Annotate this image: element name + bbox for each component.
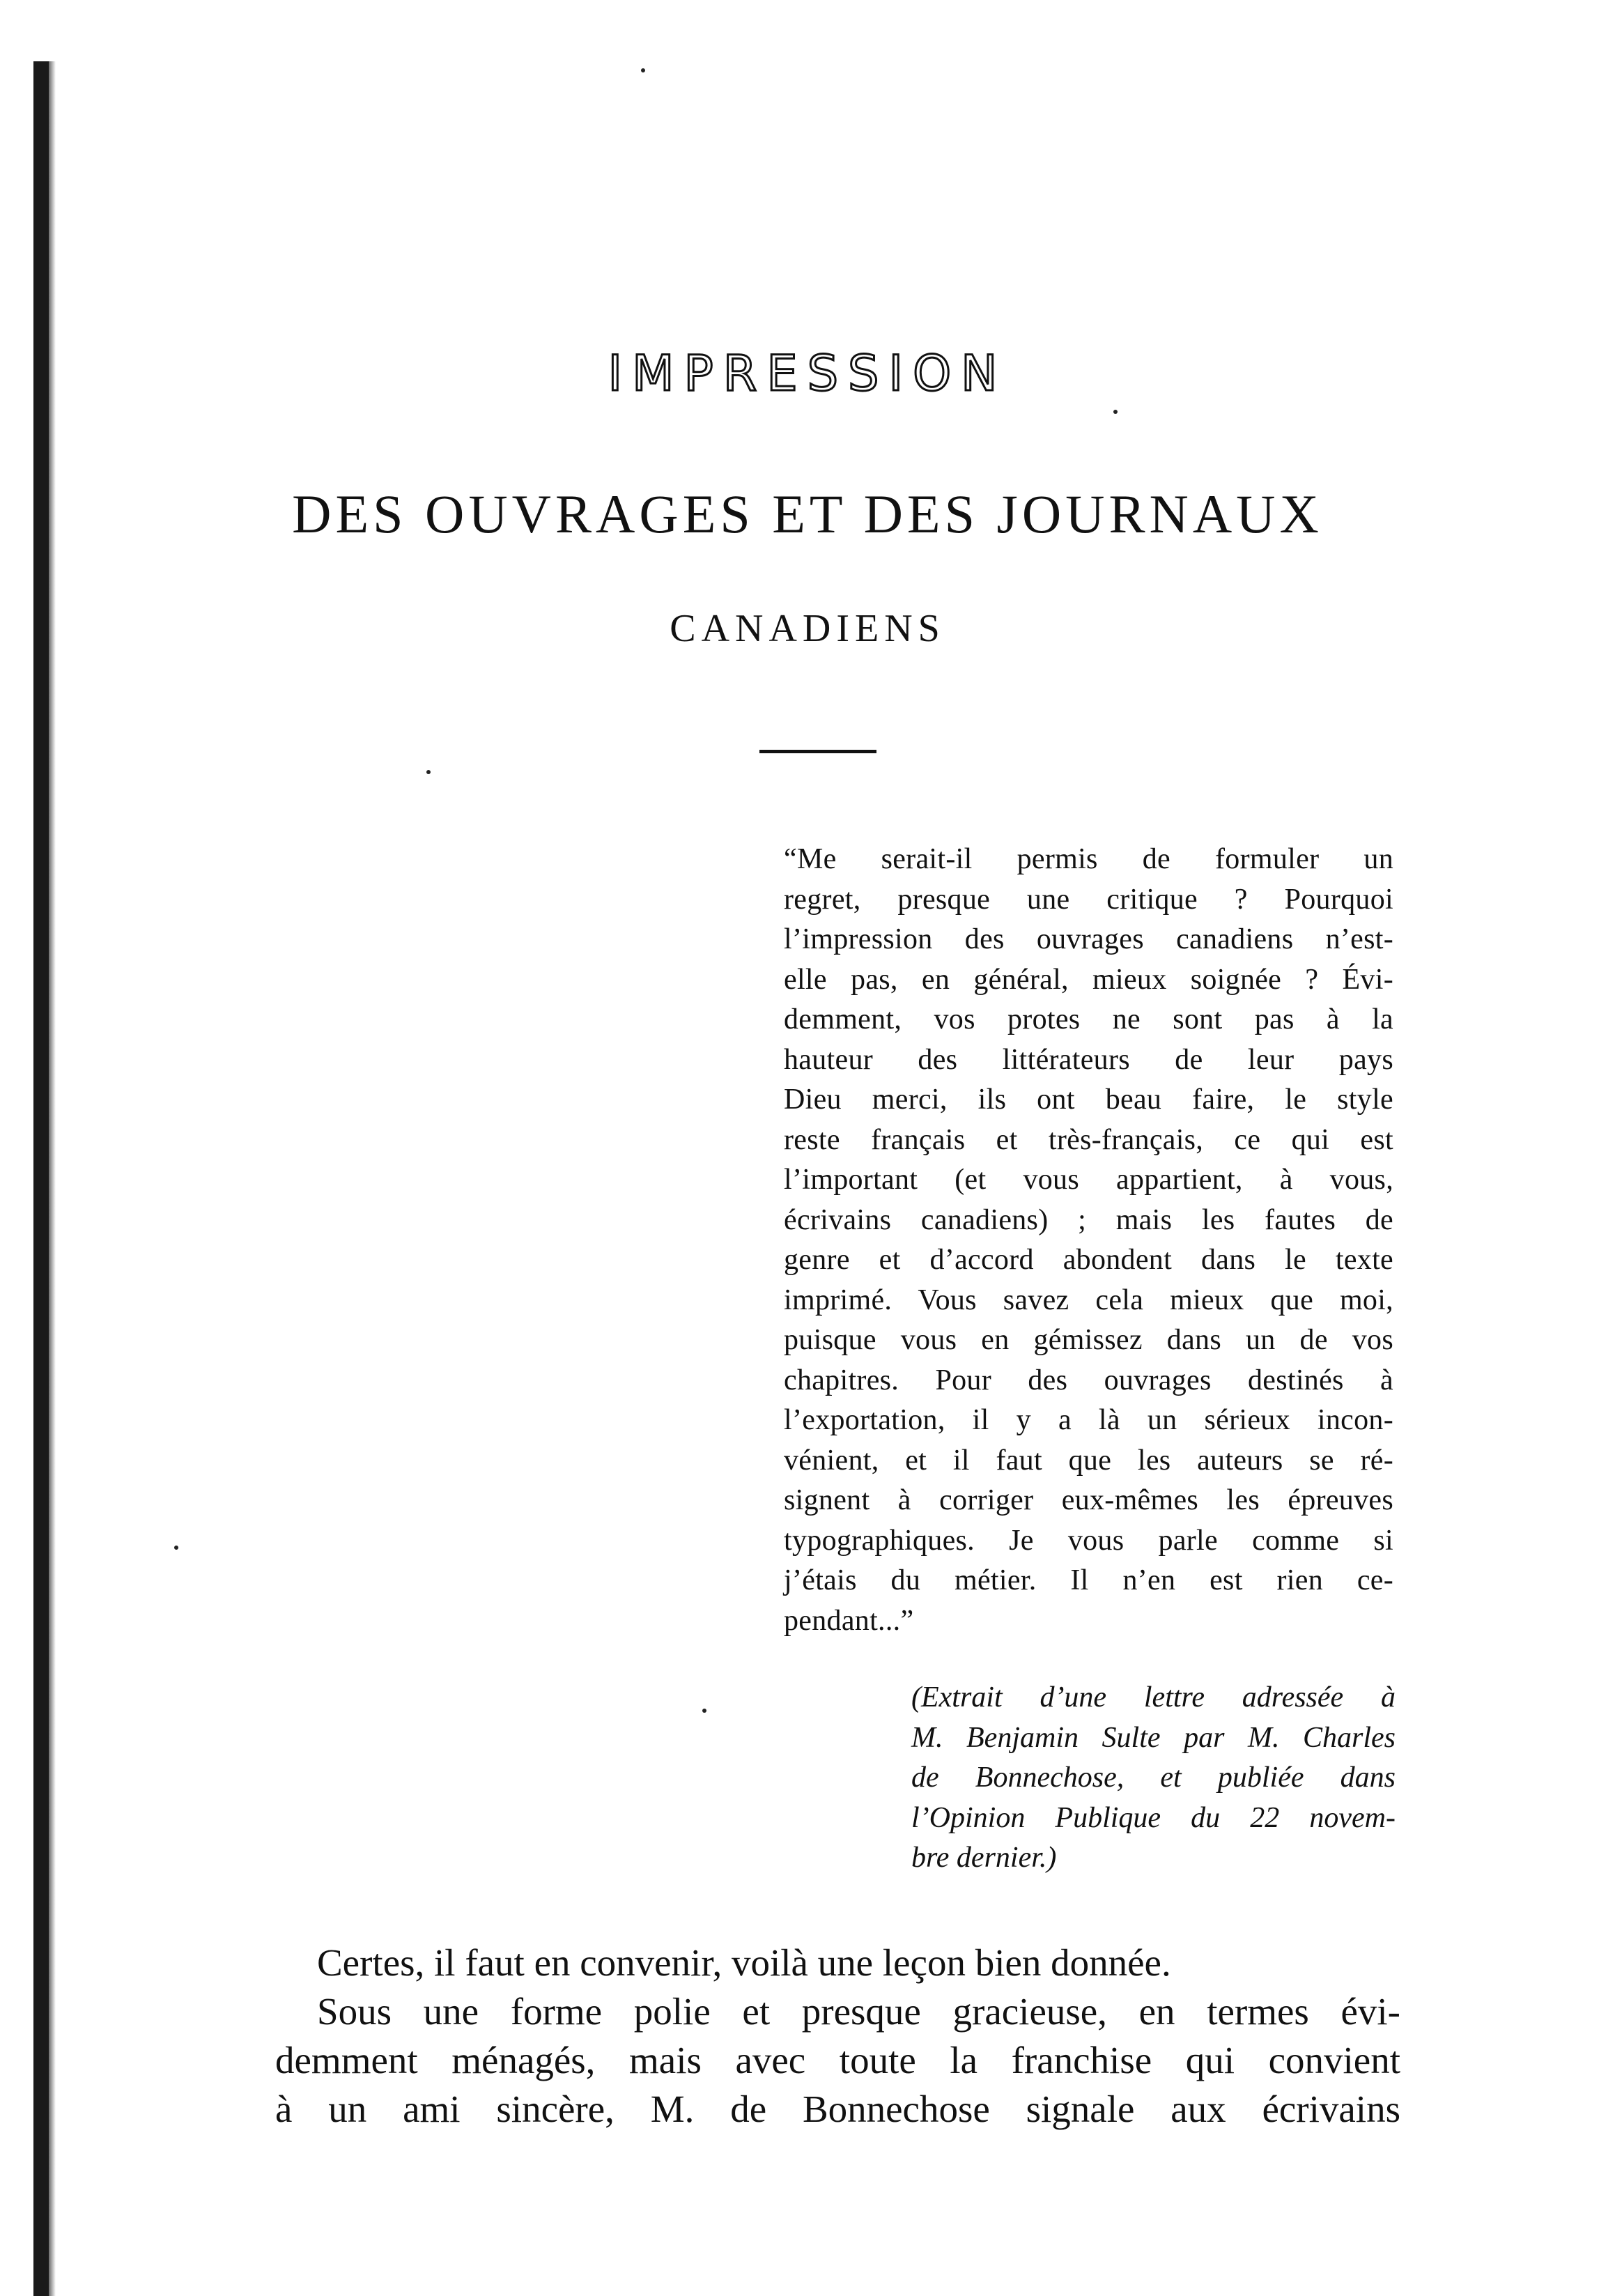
epigraph-line: écrivains canadiens) ; mais les fautes de	[784, 1203, 1393, 1236]
epigraph-quote	[784, 840, 1393, 1641]
print-speck	[1113, 410, 1118, 414]
epigraph-line: “Me serait-il permis de formuler un	[784, 843, 1393, 875]
epigraph-line: l’exportation, il y a là un sérieux incon-	[784, 1404, 1393, 1436]
print-speck	[174, 1546, 178, 1550]
epigraph-line: l’important (et vous appartient, à vous,	[784, 1164, 1393, 1196]
print-speck	[702, 1709, 706, 1713]
epigraph-line: regret, presque une critique ? Pourquoi	[784, 883, 1393, 916]
chapter-subtitle: DES OUVRAGES ET DES JOURNAUX	[292, 484, 1323, 544]
epigraph-line: genre et d’accord abondent dans le texte	[784, 1244, 1393, 1276]
paragraph-line: à un ami sincère, M. de Bonnechose signale aux écrivains	[275, 2088, 1400, 2130]
epigraph-line: pendant...”	[784, 1604, 914, 1637]
source-line: de Bonnechose, et publiée dans	[911, 1762, 1396, 1794]
epigraph-line: hauteur des littérateurs de leur pays	[784, 1043, 1393, 1076]
chapter-subtitle-secondary: CANADIENS	[670, 607, 945, 650]
epigraph-line: puisque vous en gémissez dans un de vos	[784, 1324, 1393, 1356]
paragraph-line: Sous une forme polie et presque gracieuse, en termes évi-	[317, 1990, 1400, 2033]
epigraph-line: signent à corriger eux-mêmes les épreuves	[784, 1484, 1393, 1516]
epigraph-line: reste français et très-français, ce qui est	[784, 1123, 1393, 1156]
epigraph-line: j’étais du métier. Il n’en est rien ce-	[784, 1564, 1393, 1596]
epigraph-line: imprimé. Vous savez cela mieux que moi,	[784, 1284, 1393, 1316]
source-line: bre dernier.)	[911, 1842, 1057, 1874]
epigraph-line: elle pas, en général, mieux soignée ? Évi-	[784, 963, 1393, 996]
epigraph-source	[911, 1678, 1396, 1879]
chapter-title: IMPRESSION	[608, 345, 1007, 402]
epigraph-line: vénient, et il faut que les auteurs se ré-	[784, 1444, 1393, 1477]
source-line: l’Opinion Publique du 22 novem-	[911, 1801, 1396, 1834]
epigraph-line: chapitres. Pour des ouvrages destinés à	[784, 1364, 1393, 1396]
epigraph-line: Dieu merci, ils ont beau faire, le style	[784, 1084, 1393, 1116]
source-line: M. Benjamin Sulte par M. Charles	[911, 1721, 1396, 1754]
title-divider	[759, 750, 876, 753]
epigraph-line: l’impression des ouvrages canadiens n’est-	[784, 923, 1393, 955]
print-speck	[641, 68, 645, 72]
paragraph-line: Certes, il faut en convenir, voilà une leçon bien donnée.	[317, 1941, 1171, 1984]
print-speck	[426, 770, 431, 774]
epigraph-line: demment, vos protes ne sont pas à la	[784, 1003, 1393, 1035]
paragraph-line: demment ménagés, mais avec toute la franchise qui convient	[275, 2039, 1400, 2081]
source-line: (Extrait d’une lettre adressée à	[911, 1681, 1396, 1713]
body-paragraphs	[275, 1939, 1400, 2134]
epigraph-line: typographiques. Je vous parle comme si	[784, 1524, 1393, 1557]
